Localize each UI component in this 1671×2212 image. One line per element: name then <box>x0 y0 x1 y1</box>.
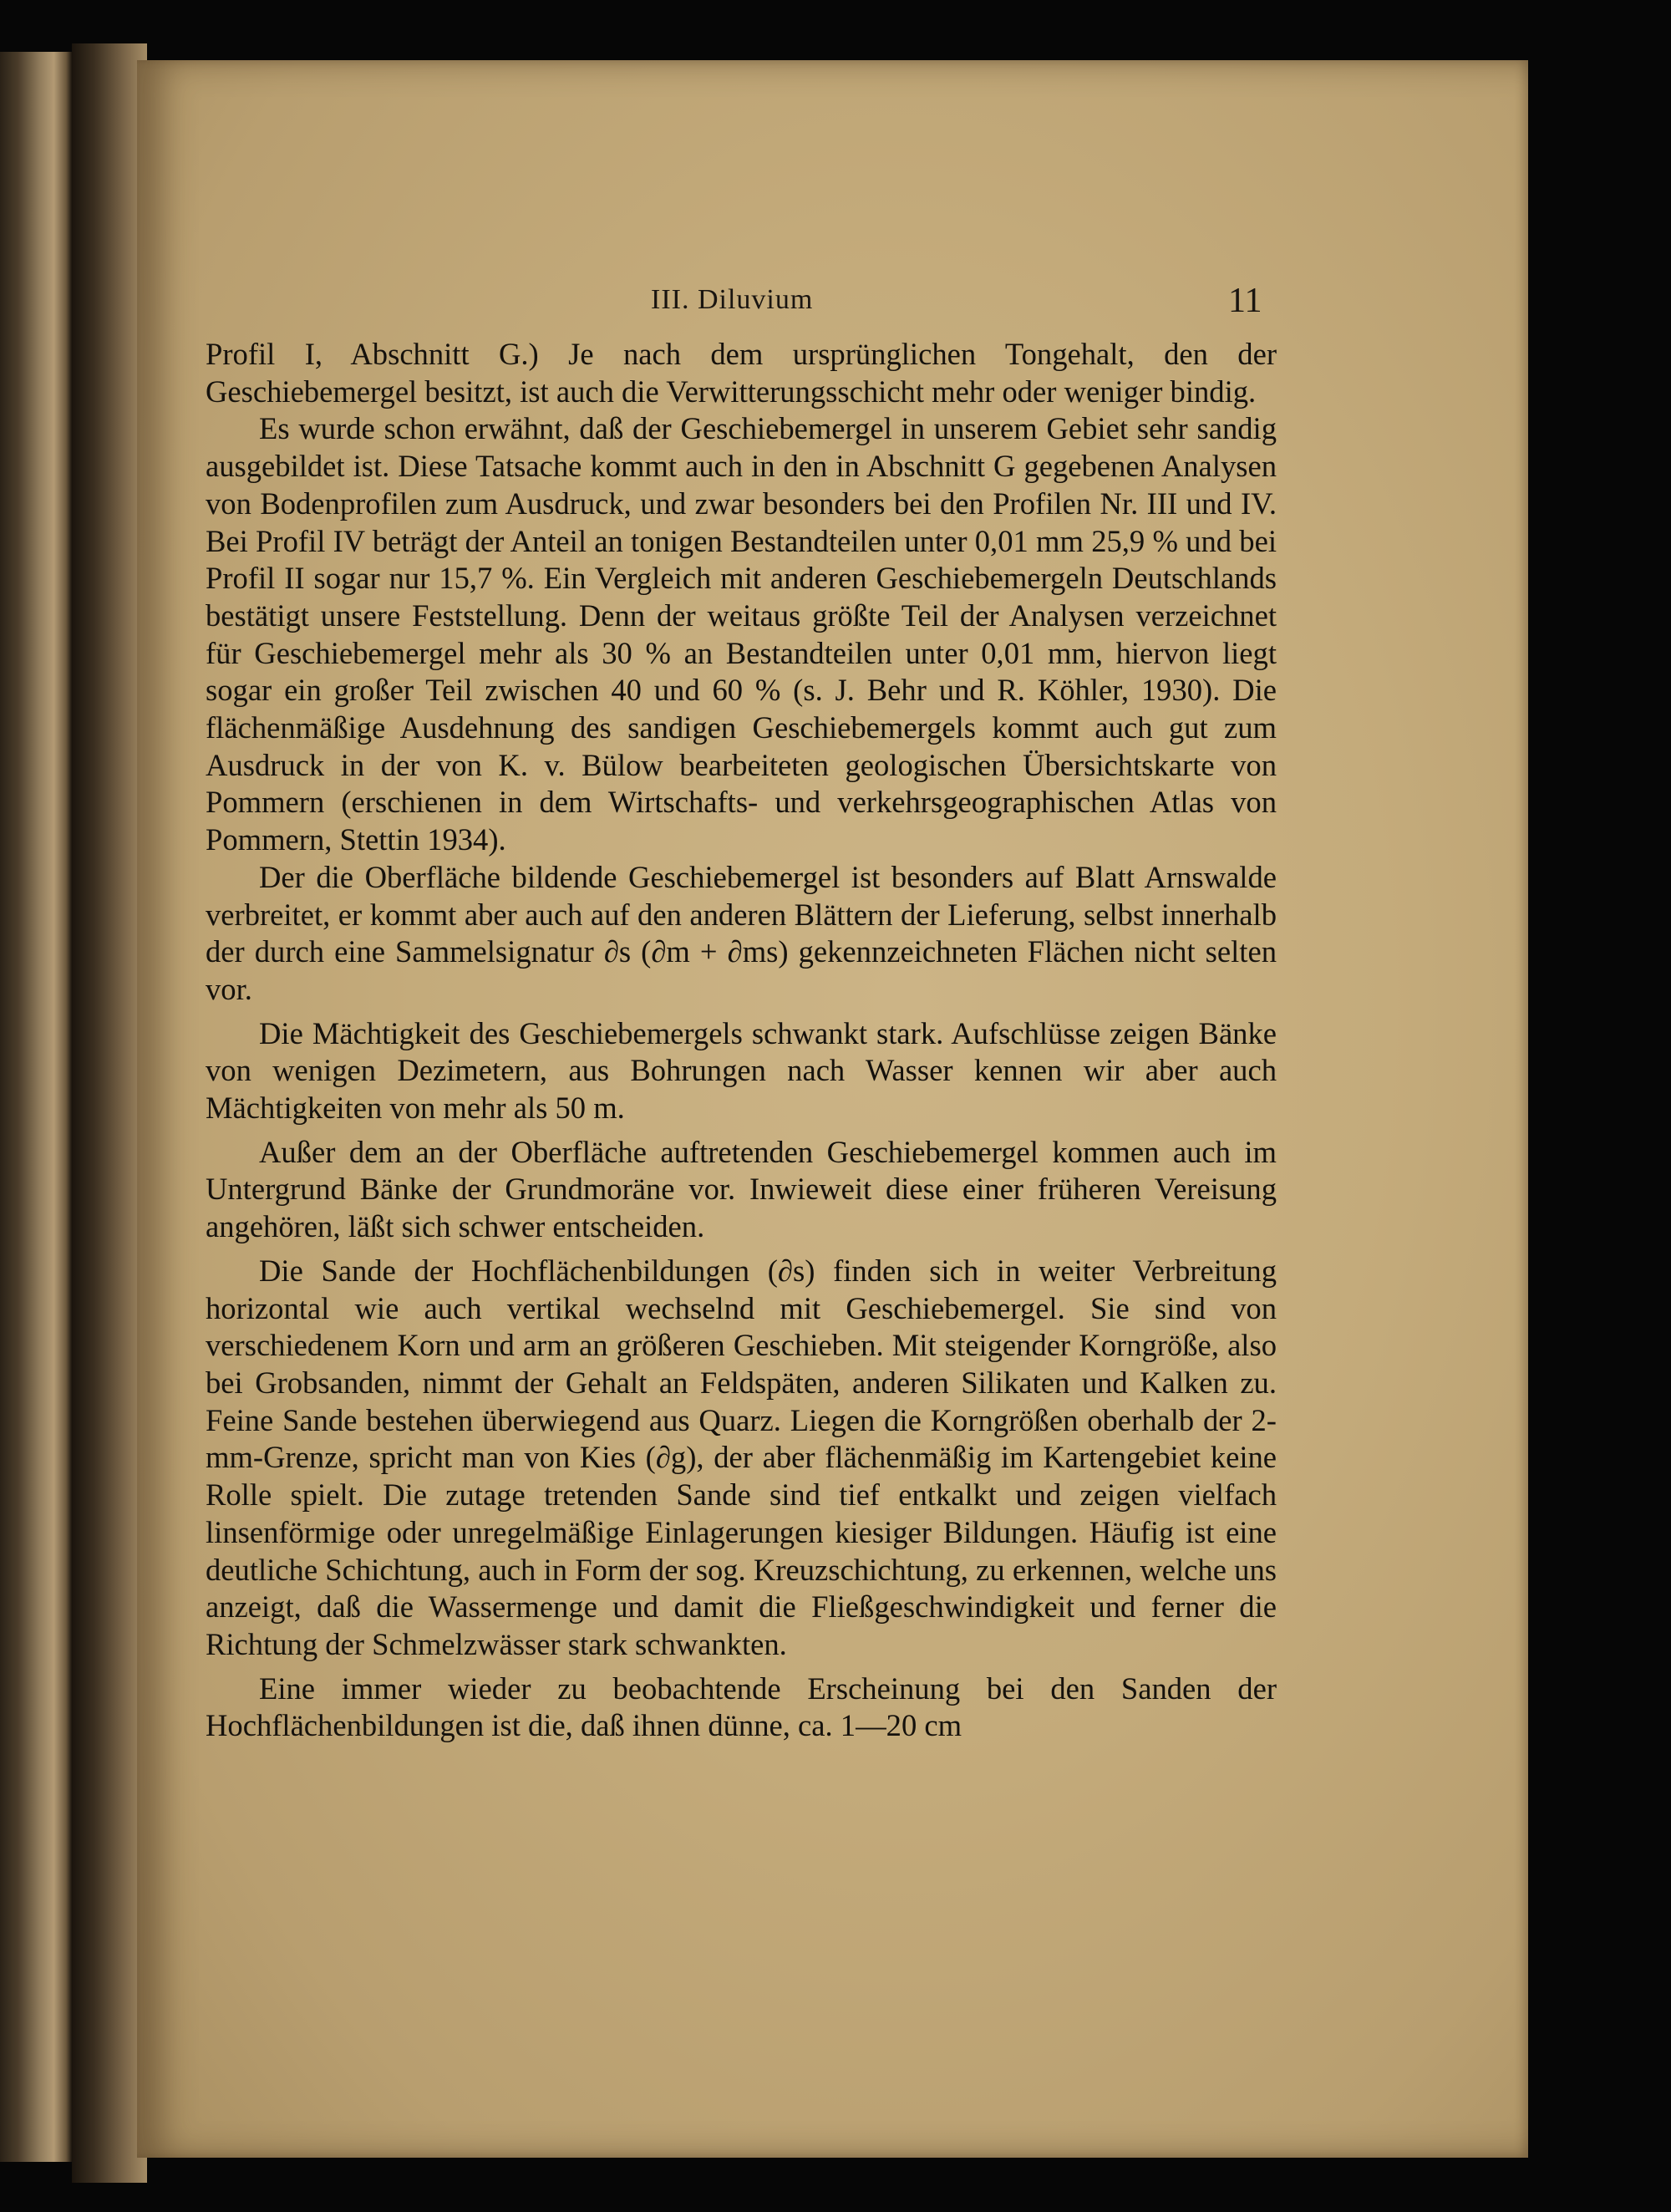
book-gutter <box>72 43 147 2183</box>
facing-page-edge <box>0 52 72 2162</box>
paragraph: Die Sande der Hochflächenbildungen (∂s) finden sich in weiter Verbreitung horizontal wie auch vertikal wechselnd mit Geschiebemergel. Sie sind von verschiedenem Korn und arm an größeren Geschieben. Mit steigender Korngröße, also bei Grobsanden, nimmt der Gehalt an Feldspäten, anderen Silikaten und Kalken zu. Feine Sande bestehen überwiegend aus Quarz. Liegen die Korngrößen oberhalb der 2-mm-Grenze, spricht man von Kies (∂g), der aber flächenmäßig im Kartengebiet keine Rolle spielt. Die zutage tretenden Sande sind tief entkalkt und zeigen vielfach linsenförmige oder unregelmäßige Einlagerungen kiesiger Bildungen. Häufig ist eine deutliche Schichtung, auch in Form der sog. Kreuzschichtung, zu erkennen, welche uns anzeigt, daß die Wassermenge und damit die Fließgeschwindigkeit und ferner die Richtung der Schmelzwässer stark schwankten. <box>206 1253 1277 1661</box>
body-text <box>206 336 1277 1745</box>
paragraph: Der die Oberfläche bildende Geschiebemergel ist besonders auf Blatt Arnswalde verbreitet, er kommt aber auch auf den anderen Blättern der Lieferung, selbst innerhalb der durch eine Sammelsignatur ∂s (∂m + ∂ms) gekennzeichneten Flächen nicht selten vor. <box>206 859 1277 1006</box>
paragraph: Profil I, Abschnitt G.) Je nach dem ursprünglichen Tongehalt, den der Geschiebemergel besitzt, ist auch die Verwitterungsschicht mehr oder weniger bindig. <box>206 337 1277 409</box>
paragraph: Die Mächtigkeit des Geschiebemergels schwankt stark. Aufschlüsse zeigen Bänke von wenigen Dezimetern, aus Bohrungen nach Wasser kennen wir aber auch Mächtigkeiten von mehr als 50 m. <box>206 1015 1277 1126</box>
book-page <box>137 60 1528 2158</box>
paragraph: Außer dem an der Oberfläche auftretenden Geschiebemergel kommen auch im Untergrund Bänke der Grundmoräne vor. Inwieweit diese einer früheren Vereisung angehören, läßt sich schwer entscheiden. <box>206 1134 1277 1244</box>
chapter-title: III. Diluvium <box>651 284 814 315</box>
paragraph: Eine immer wieder zu beobachtende Erscheinung bei den Sanden der Hochflächenbildungen ist die, daß ihnen dünne, ca. 1—20 cm <box>206 1670 1277 1743</box>
page-number: 11 <box>1228 282 1262 320</box>
running-header <box>137 284 1528 334</box>
paragraph: Es wurde schon erwähnt, daß der Geschiebemergel in unserem Gebiet sehr sandig ausgebildet ist. Diese Tatsache kommt auch in den in Abschnitt G gegebenen Analysen von Bodenprofilen zum Ausdruck, und zwar besonders bei den Profilen Nr. III und IV. Bei Profil IV beträgt der Anteil an tonigen Bestandteilen unter 0,01 mm 25,9 % und bei Profil II sogar nur 15,7 %. Ein Vergleich mit anderen Geschiebemergeln Deutschlands bestätigt unsere Feststellung. Denn der weitaus größte Teil der Analysen verzeichnet für Geschiebemergel mehr als 30 % an Bestandteilen unter 0,01 mm, hiervon liegt sogar ein großer Teil zwischen 40 und 60 % (s. J. Behr und R. Köhler, 1930). Die flächenmäßige Ausdehnung des sandigen Geschiebemergels kommt auch gut zum Ausdruck in der von K. v. Bülow bearbeiteten geologischen Übersichtskarte von Pommern (erschienen in dem Wirtschafts- und verkehrsgeographischen Atlas von Pommern, Stettin 1934). <box>206 411 1277 857</box>
